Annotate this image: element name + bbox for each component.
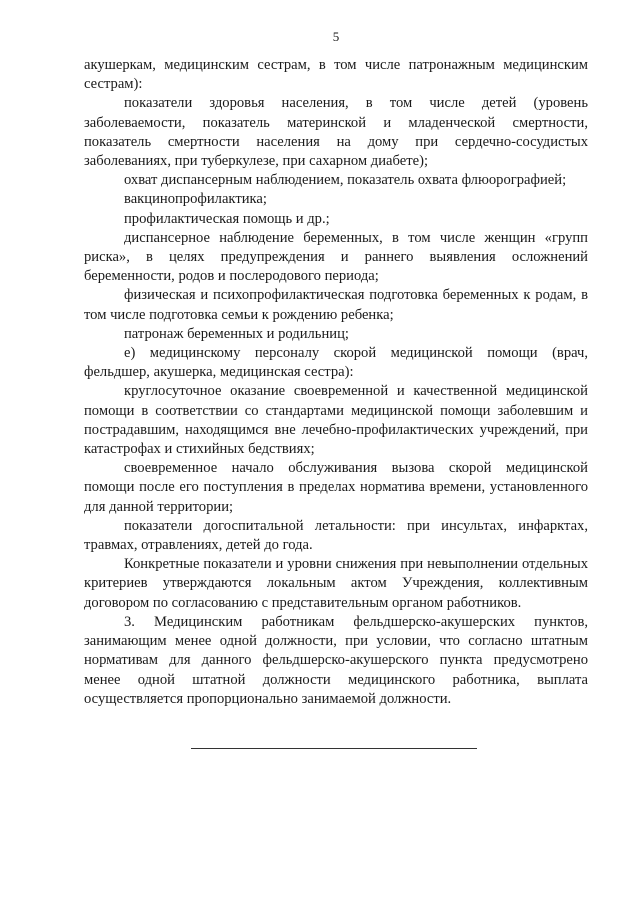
end-divider bbox=[191, 748, 477, 749]
paragraph: своевременное начало обслуживания вызова скорой медицинской помощи после его поступления в пределах норматива времени, установленного для данной территории; bbox=[84, 460, 588, 515]
paragraph: физическая и психопрофилактическая подготовка беременных к родам, в том числе подготовка семьи к рождению ребенка; bbox=[84, 287, 588, 323]
document-body bbox=[84, 56, 588, 709]
paragraph: охват диспансерным наблюдением, показатель охвата флюорографией; bbox=[124, 172, 567, 189]
paragraph: Конкретные показатели и уровни снижения при невыполнении отдельных критериев утверждаются локальным актом Учреждения, коллективным договором по согласованию с представительным органом работников. bbox=[84, 556, 588, 611]
paragraph: профилактическая помощь и др.; bbox=[124, 210, 330, 227]
paragraph: акушеркам, медицинским сестрам, в том числе патронажным медицинским сестрам): bbox=[84, 57, 588, 93]
paragraph: показатели здоровья населения, в том числе детей (уровень заболеваемости, показатель материнской и младенческой смертности, показатель смертности населения на дому при сердечно-сосудистых заболеваниях, при туберкулезе, при сахарном диабете); bbox=[84, 95, 588, 170]
page-number: 5 bbox=[332, 29, 340, 44]
paragraph: 3. Медицинским работникам фельдшерско-акушерских пунктов, занимающим менее одной должности, при условии, что согласно штатным нормативам для данного фельдшерско-акушерского пункта предусмотрено менее одной штатной должности медицинского работника, выплата осуществляется пропорционально занимаемой должности. bbox=[84, 613, 588, 707]
paragraph: диспансерное наблюдение беременных, в том числе женщин «групп риска», в целях предупреждения и раннего выявления осложнений беременности, родов и послеродового периода; bbox=[84, 229, 588, 285]
paragraph: показатели догоспитальной летальности: при инсультах, инфарктах, травмах, отравлениях, детей до года. bbox=[84, 517, 588, 554]
paragraph: патронаж беременных и родильниц; bbox=[124, 325, 349, 342]
paragraph: е) медицинскому персоналу скорой медицинской помощи (врач, фельдшер, акушерка, медицинская сестра): bbox=[84, 345, 588, 381]
paragraph: круглосуточное оказание своевременной и качественной медицинской помощи в соответствии со стандартами медицинской помощи заболевшим и пострадавшим, находящимся вне лечебно-профилактических учреждений, при катастрофах и стихийных бедствиях; bbox=[84, 383, 588, 458]
paragraph: вакцинопрофилактика; bbox=[124, 191, 267, 208]
